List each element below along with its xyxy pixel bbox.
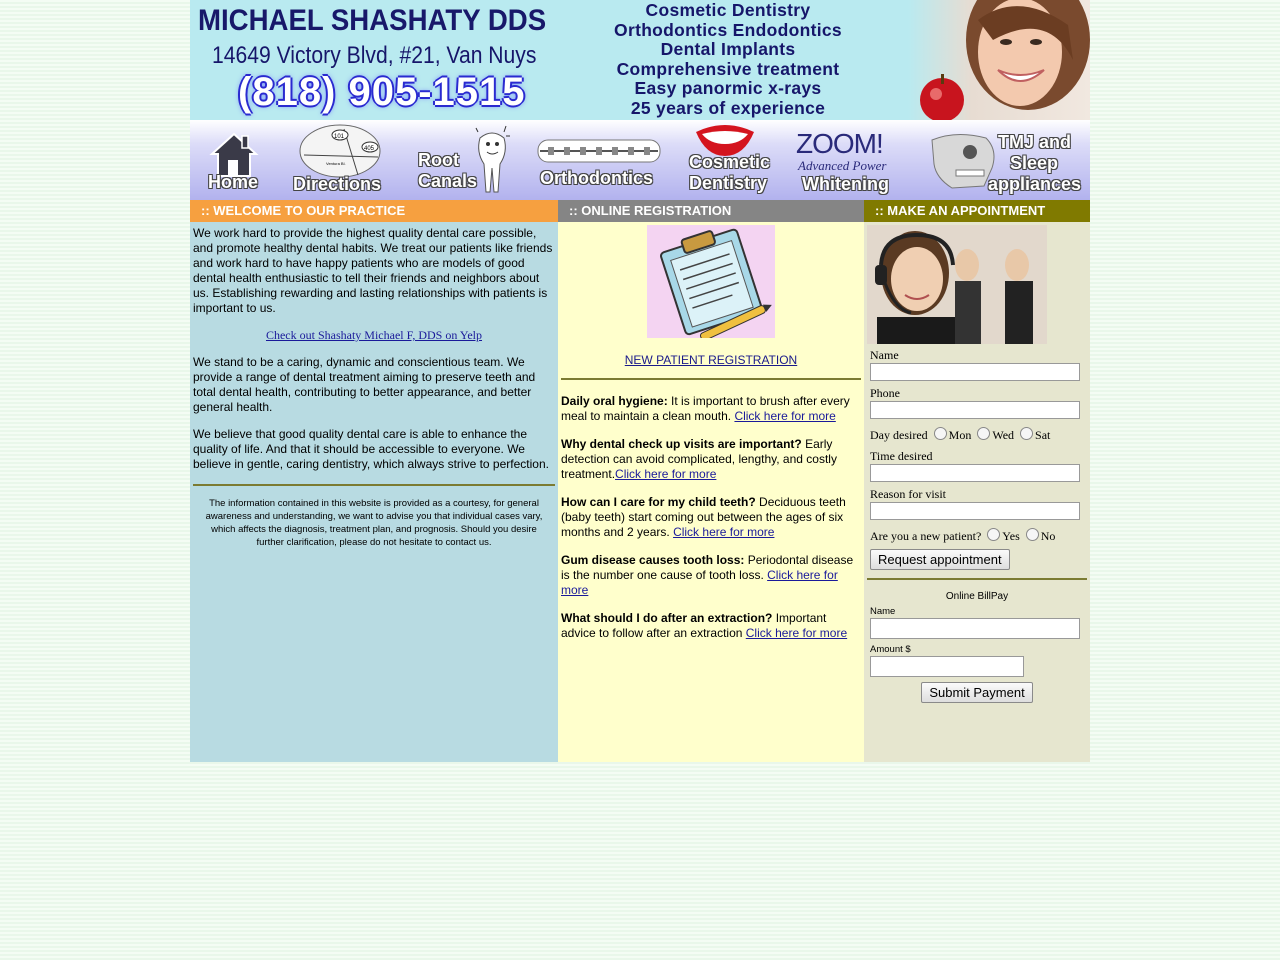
map-label-street: Ventura Bl. <box>326 161 346 166</box>
request-appointment-button[interactable]: Request appointment <box>870 549 1010 570</box>
appointment-phone-input[interactable] <box>870 401 1080 419</box>
tip-title: Gum disease causes tooth loss: <box>561 553 745 567</box>
reason-label: Reason for visit <box>870 487 946 501</box>
appointment-column <box>864 200 1090 762</box>
receptionist-headset-icon <box>867 225 1047 344</box>
nav-cosmetic-label-2: Dentistry <box>689 173 768 193</box>
day-wed-radio[interactable] <box>977 427 990 440</box>
billpay-name-input[interactable] <box>870 618 1080 639</box>
page-container <box>190 0 1090 762</box>
services-list <box>568 1 888 118</box>
new-patient-label: Are you a new patient? <box>870 529 982 543</box>
service-item: Comprehensive treatment <box>616 58 840 79</box>
zoom-logo: ZOOM! <box>796 128 883 159</box>
billpay-amount-input[interactable] <box>870 656 1024 677</box>
header-banner <box>190 0 1090 120</box>
welcome-paragraph: We believe that good quality dental care is able to enhance the quality of life. And that it should be accessible to everyone. We believe in gentle, caring dentistry, which always strive to perfection. <box>193 427 549 471</box>
time-desired-input[interactable] <box>870 464 1080 482</box>
tooth-character-icon <box>472 124 512 196</box>
main-nav <box>190 120 1090 200</box>
tip-item <box>561 553 861 598</box>
registration-column <box>558 200 864 762</box>
submit-payment-button[interactable]: Submit Payment <box>921 682 1032 703</box>
service-item: Cosmetic Dentistry <box>645 0 811 20</box>
nav-zoom-whitening[interactable] <box>794 120 906 200</box>
nav-tmj-label-1: TMJ and <box>998 132 1072 152</box>
zoom-subtitle: Advanced Power <box>798 158 887 173</box>
tip-title: Daily oral hygiene: <box>561 394 668 408</box>
day-option-label: Mon <box>948 428 972 442</box>
braces-icon <box>536 136 662 166</box>
registration-heading: :: ONLINE REGISTRATION <box>558 200 864 222</box>
new-patient-option-label: Yes <box>1002 529 1020 543</box>
nav-home[interactable] <box>204 120 266 200</box>
tip-title: How can I care for my child teeth? <box>561 495 756 509</box>
nav-home-label: Home <box>208 172 259 192</box>
practice-name: MICHAEL SHASHATY DDS <box>198 4 547 37</box>
woman-photo-icon <box>908 0 1090 120</box>
day-mon-radio[interactable] <box>934 427 947 440</box>
nav-root-canals-label-1: Root <box>418 150 459 170</box>
divider <box>867 578 1087 580</box>
service-item: Easy panormic x-rays <box>634 78 822 98</box>
nav-root-canals-label-2: Canals <box>418 171 478 191</box>
day-sat-radio[interactable] <box>1020 427 1033 440</box>
yelp-link[interactable]: Check out Shashaty Michael F, DDS on Yelp <box>265 328 483 342</box>
nav-directions[interactable] <box>290 120 390 200</box>
tip-title: Why dental check up visits are important? <box>561 437 802 451</box>
reason-input[interactable] <box>870 502 1080 520</box>
tip-more-link[interactable]: Click here for more <box>734 409 836 423</box>
welcome-heading: :: WELCOME TO OUR PRACTICE <box>190 200 558 222</box>
welcome-paragraph: We stand to be a caring, dynamic and conscientious team. We provide a range of dental treatment aiming to preserve teeth and total dental health, contributing to better appearance, and better general health. <box>193 355 536 414</box>
tip-text: Important advice to follow after an extraction <box>561 611 827 640</box>
time-desired-label: Time desired <box>870 449 933 463</box>
tip-text: Periodontal disease is the number one cause of tooth loss. <box>561 553 854 582</box>
new-patient-yes-radio[interactable] <box>987 528 1000 541</box>
service-item: Orthodontics Endodontics <box>614 19 842 40</box>
tip-item <box>561 611 861 641</box>
map-label-405: 405 <box>364 146 375 152</box>
smiling-woman-apple-photo <box>908 0 1090 120</box>
nav-whitening-label: Whitening <box>802 174 889 194</box>
appointment-name-label: Name <box>870 348 899 362</box>
tip-more-link[interactable]: Click here for more <box>561 568 838 597</box>
nav-directions-label: Directions <box>293 174 382 194</box>
tip-more-link[interactable]: Click here for more <box>673 525 775 539</box>
practice-phone: (818) 905-1515 <box>238 70 526 114</box>
map-icon <box>298 123 382 179</box>
appointment-name-input[interactable] <box>870 363 1080 381</box>
divider <box>561 378 861 380</box>
welcome-column <box>190 200 558 762</box>
tip-more-link[interactable]: Click here for more <box>745 626 848 640</box>
tip-item <box>561 437 861 482</box>
day-desired-label: Day desired <box>870 428 928 442</box>
house-icon <box>208 128 260 178</box>
clipboard-image[interactable] <box>647 225 775 338</box>
tip-title: What should I do after an extraction? <box>561 611 773 625</box>
receptionist-photo <box>867 225 1047 344</box>
nav-tmj-label-3: appliances <box>988 174 1082 194</box>
tip-item <box>561 394 861 424</box>
appointment-heading: :: MAKE AN APPOINTMENT <box>864 200 1090 222</box>
clipboard-icon <box>647 225 775 338</box>
day-desired-row <box>870 427 1087 443</box>
nav-cosmetic-dentistry[interactable] <box>686 120 782 200</box>
nav-root-canals[interactable] <box>416 120 512 200</box>
welcome-paragraph: We work hard to provide the highest quality dental care possible, and promote healthy dental habits. We treat our patients like friends and work hard to have happy patients who are models of good dental health enthusiastic to tell their friends and neighbors about us. Establishing rewarding and lasting relationships with patients is important to us. <box>193 226 553 315</box>
day-option-label: Wed <box>992 428 1015 442</box>
nav-orthodontics[interactable] <box>534 120 666 200</box>
nav-orthodontics-label: Orthodontics <box>540 168 653 188</box>
practice-address: 14649 Victory Blvd, #21, Van Nuys <box>212 42 537 69</box>
tip-item <box>561 495 861 540</box>
nav-cosmetic-label-1: Cosmetic <box>689 152 771 172</box>
tip-text: It is important to brush after every meal to maintain a clean mouth. <box>561 394 850 423</box>
tip-text: Deciduous teeth (baby teeth) start coming out between the ages of six months and 2 years. <box>561 495 846 539</box>
service-item: Dental Implants <box>660 39 796 59</box>
new-patient-option-label: No <box>1040 529 1056 543</box>
appointment-phone-label: Phone <box>870 386 900 400</box>
content-columns <box>190 200 1090 762</box>
service-item: 25 years of experience <box>630 97 826 118</box>
billpay-title: Online BillPay <box>945 591 1009 602</box>
nav-tmj-sleep[interactable] <box>924 120 1090 200</box>
day-option-label: Sat <box>1035 428 1051 442</box>
billpay-amount-label: Amount $ <box>870 644 911 655</box>
map-label-101: 101 <box>334 134 345 140</box>
new-patient-registration-link[interactable]: NEW PATIENT REGISTRATION <box>624 353 798 367</box>
new-patient-row <box>870 528 1087 544</box>
billpay-name-label: Name <box>870 606 896 617</box>
tip-text: Early detection can avoid complicated, lengthy, and costly treatment. <box>561 437 837 481</box>
tip-more-link[interactable]: Click here for more <box>615 467 717 481</box>
new-patient-no-radio[interactable] <box>1026 528 1039 541</box>
nav-tmj-label-2: Sleep <box>1010 153 1059 173</box>
disclaimer-text: The information contained in this website is provided as a courtesy, for general awareness and understanding, we want to advise you that individual cases vary, which affects the diagnosis, treatment plan, and prognosis. Should you desire further clarification, please do not hesitate to contact us. <box>205 498 543 548</box>
smile-lips-icon <box>694 122 756 156</box>
